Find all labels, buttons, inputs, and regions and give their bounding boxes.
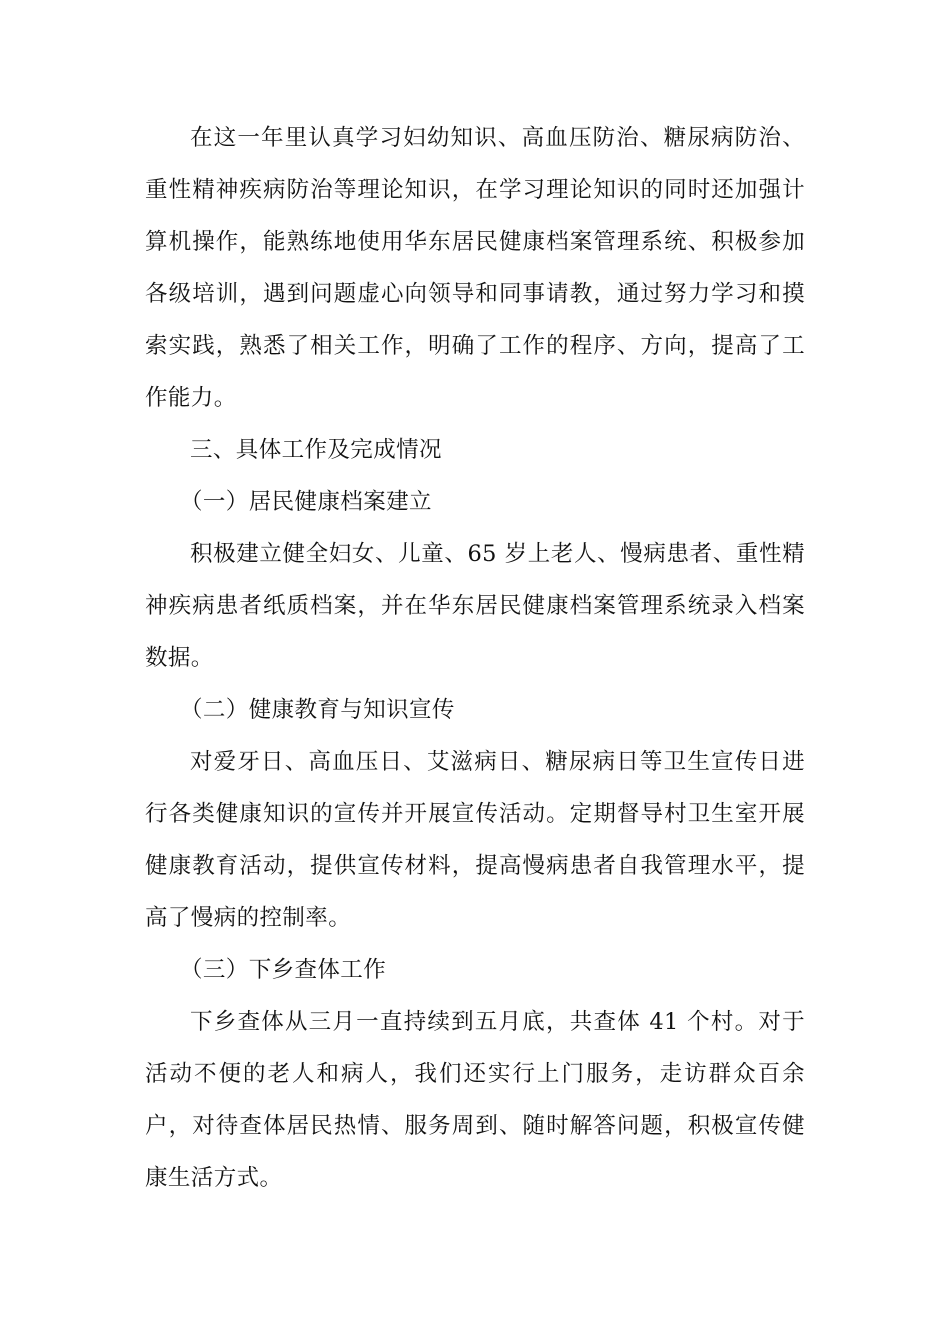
- paragraph-health-education: 对爱牙日、高血压日、艾滋病日、糖尿病日等卫生宣传日进行各类健康知识的宣传并开展宣传活动。定期督导村卫生室开展健康教育活动，提供宣传材料，提高慢病患者自我管理水平，提高了慢病的控制率。: [145, 749, 805, 931]
- subheading-health-education: （二）健康教育与知识宣传: [180, 697, 455, 723]
- paragraph-study: 在这一年里认真学习妇幼知识、高血压防治、糖尿病防治、重性精神疾病防治等理论知识，在学习理论知识的同时还加强计算机操作，能熟练地使用华东居民健康档案管理系统、积极参加各级培训，遇到问题虚心向领导和同事请教，通过努力学习和摸索实践，熟悉了相关工作，明确了工作的程序、方向，提高了工作能力。: [145, 125, 805, 411]
- subheading-health-records: （一）居民健康档案建立: [180, 489, 432, 515]
- subheading-rural-checkup: （三）下乡查体工作: [180, 957, 387, 983]
- paragraph-rural-checkup: 下乡查体从三月一直持续到五月底，共查体 41 个村。对于活动不便的老人和病人，我们还实行上门服务，走访群众百余户，对待查体居民热情、服务周到、随时解答问题，积极宣传健康生活方式。: [145, 1009, 805, 1191]
- document-body: [145, 112, 805, 1204]
- paragraph-health-records: 积极建立健全妇女、儿童、65 岁上老人、慢病患者、重性精神疾病患者纸质档案，并在华东居民健康档案管理系统录入档案数据。: [145, 541, 805, 671]
- section-heading-work: 三、具体工作及完成情况: [190, 437, 442, 463]
